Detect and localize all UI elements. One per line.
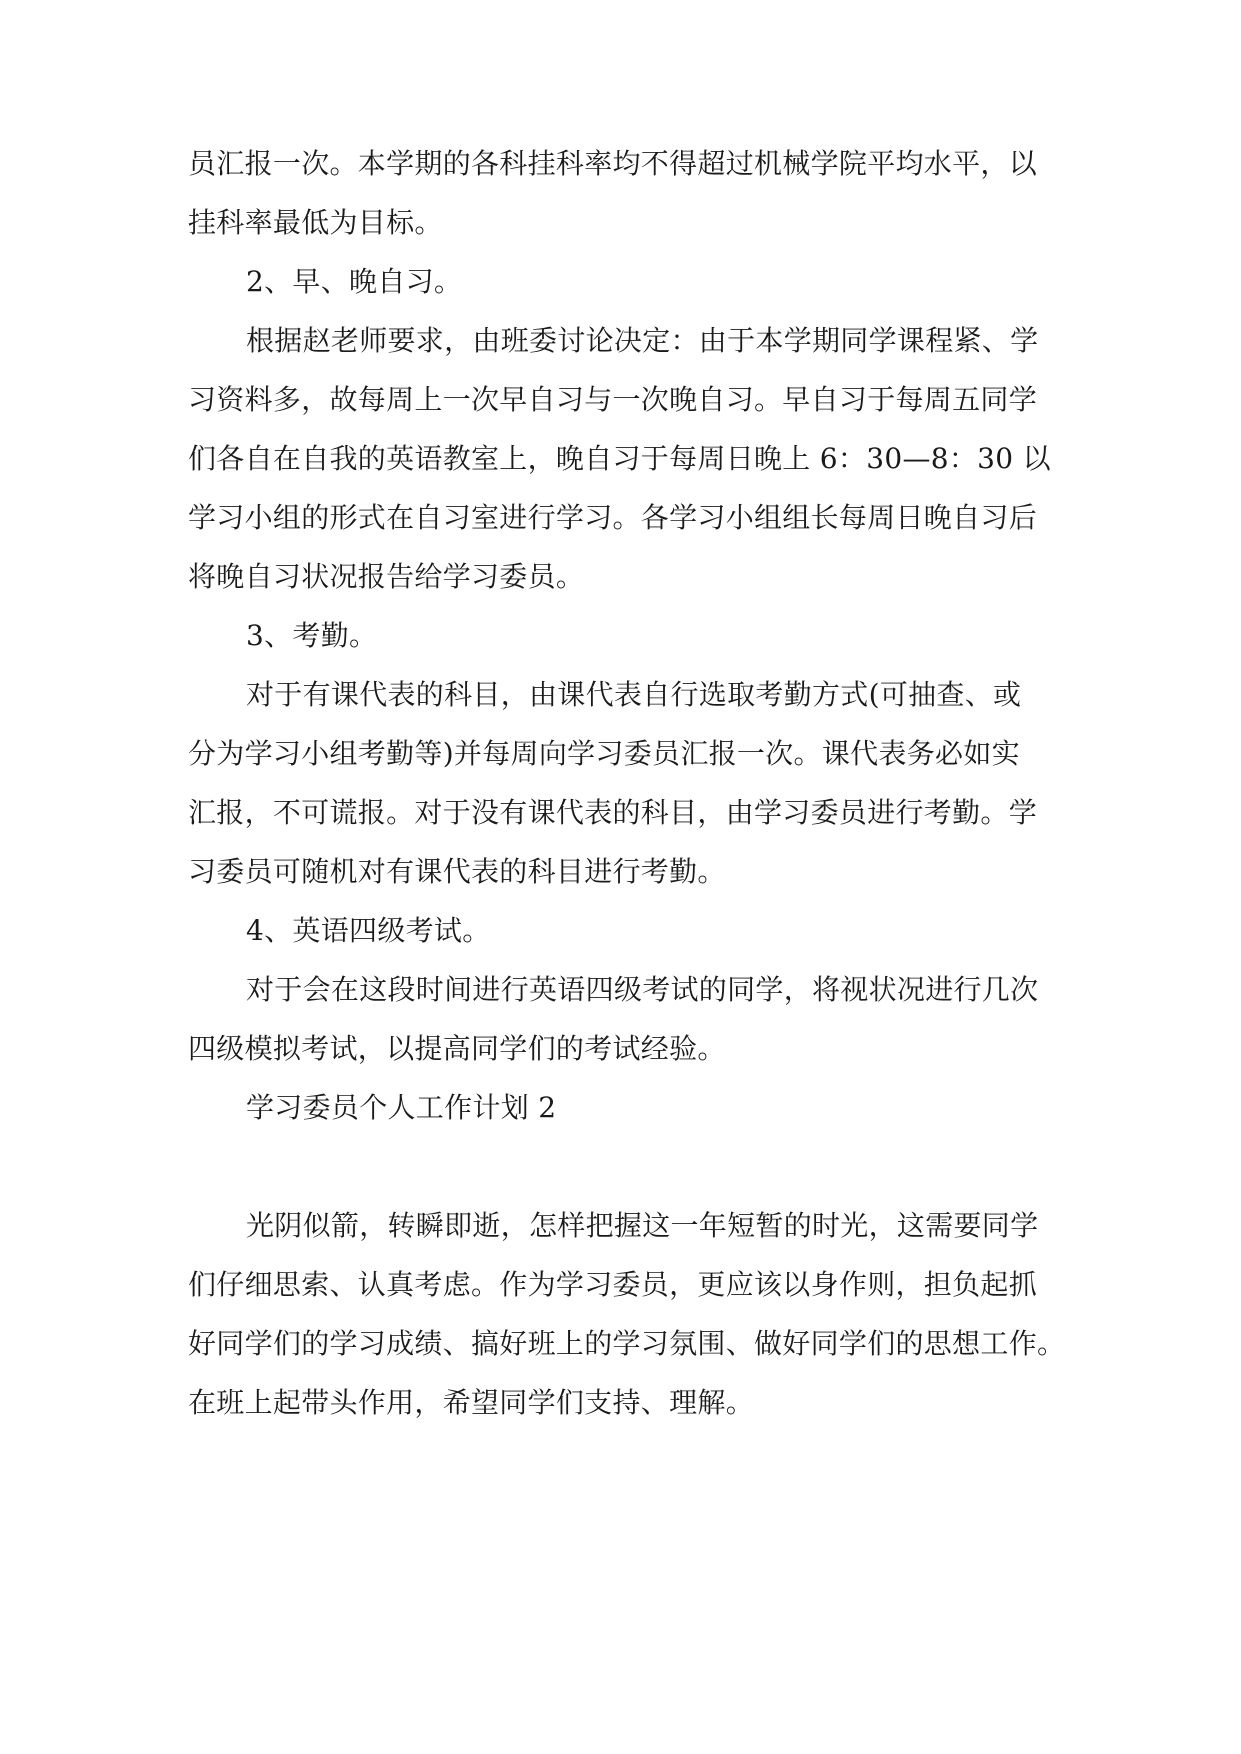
paragraph-line: 光阴似箭，转瞬即逝，怎样把握这一年短暂的时光，这需要同学	[246, 1209, 1039, 1242]
section-heading-attendance: 3、考勤。	[246, 619, 378, 652]
paragraph-line: 员汇报一次。本学期的各科挂科率均不得超过机械学院平均水平，以	[188, 147, 1038, 180]
paragraph-line: 根据赵老师要求，由班委讨论决定：由于本学期同学课程紧、学	[246, 324, 1039, 357]
paragraph-line: 学习小组的形式在自习室进行学习。各学习小组组长每周日晚自习后	[188, 501, 1038, 534]
paragraph-line: 们仔细思索、认真考虑。作为学习委员，更应该以身作则，担负起抓	[188, 1268, 1038, 1301]
section-title-plan-2: 学习委员个人工作计划 2	[246, 1091, 557, 1124]
paragraph-line: 习委员可随机对有课代表的科目进行考勤。	[188, 855, 726, 888]
paragraph-line: 对于有课代表的科目，由课代表自行选取考勤方式(可抽查、或	[246, 678, 1022, 711]
paragraph-line: 对于会在这段时间进行英语四级考试的同学，将视状况进行几次	[246, 973, 1039, 1006]
paragraph-line: 好同学们的学习成绩、搞好班上的学习氛围、做好同学们的思想工作。	[188, 1327, 1066, 1360]
paragraph-line: 将晚自习状况报告给学习委员。	[188, 560, 585, 593]
section-heading-early-evening-study: 2、早、晚自习。	[246, 265, 463, 298]
paragraph-line: 四级模拟考试，以提高同学们的考试经验。	[188, 1032, 726, 1065]
paragraph-line: 习资料多，故每周上一次早自习与一次晚自习。早自习于每周五同学	[188, 383, 1038, 416]
paragraph-line: 分为学习小组考勤等)并每周向学习委员汇报一次。课代表务必如实	[188, 737, 1020, 770]
paragraph-line: 挂科率最低为目标。	[188, 206, 443, 239]
paragraph-line: 在班上起带头作用，希望同学们支持、理解。	[188, 1386, 755, 1419]
paragraph-line: 们各自在自我的英语教室上，晚自习于每周日晚上 6：30—8：30 以	[188, 442, 1051, 475]
section-heading-cet4: 4、英语四级考试。	[246, 914, 491, 947]
paragraph-line: 汇报，不可谎报。对于没有课代表的科目，由学习委员进行考勤。学	[188, 796, 1038, 829]
